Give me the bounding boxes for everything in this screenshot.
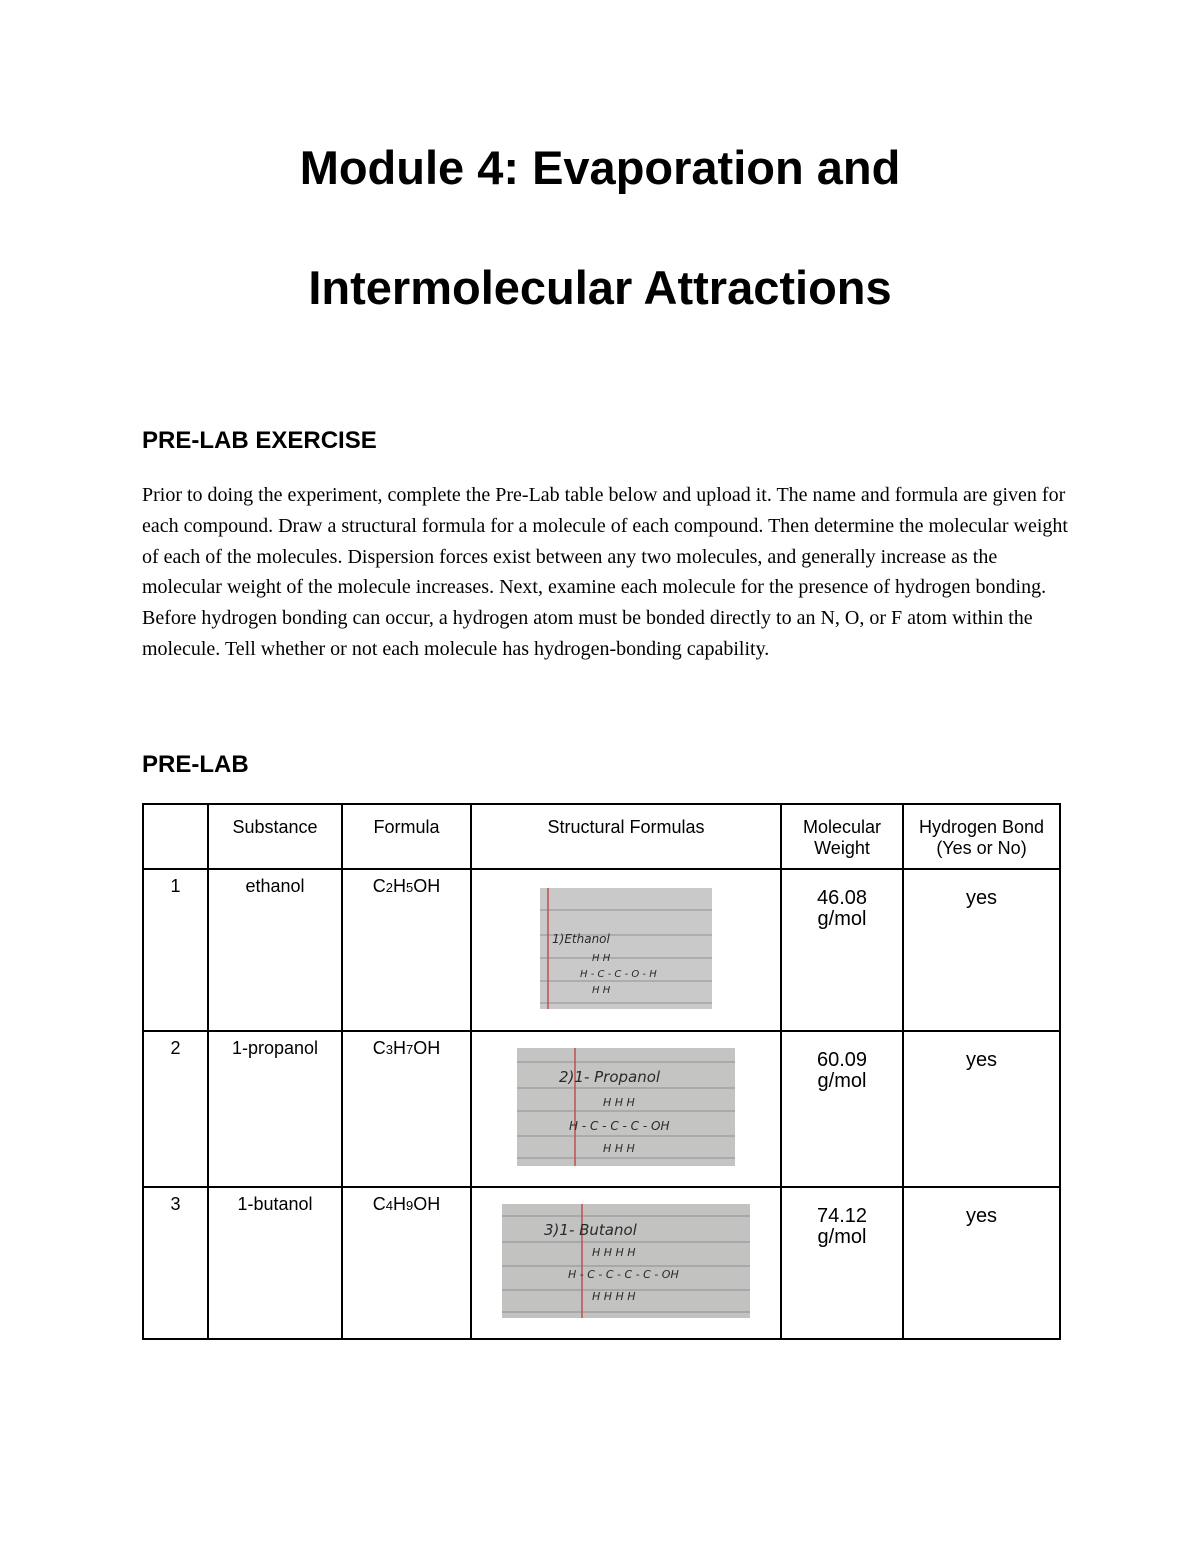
formula-part: C	[372, 1038, 386, 1058]
structure-label: 1)Ethanol	[552, 932, 610, 946]
molecular-weight-unit: g/mol	[817, 1070, 867, 1092]
substance-cell: 1-propanol	[208, 1031, 342, 1187]
structural-formula-cell	[471, 1031, 781, 1187]
row-number: 3	[143, 1187, 208, 1339]
molecular-weight-value: 60.09	[816, 1049, 868, 1071]
structure-label: 2)1- Propanol	[559, 1068, 661, 1086]
formula-cell	[342, 1187, 471, 1339]
hydrogen-bond-cell: yes	[903, 869, 1060, 1031]
header-hydrogen-bond	[903, 804, 1060, 869]
structure-label: 3)1- Butanol	[544, 1221, 637, 1239]
header-formula: Formula	[342, 804, 471, 869]
molecular-weight-cell	[781, 1187, 903, 1339]
formula-subscript: 3	[385, 1042, 393, 1057]
hydrogen-bond-cell: yes	[903, 1031, 1060, 1187]
substance-cell: ethanol	[208, 869, 342, 1031]
structure-top-hydrogens: H H H	[603, 1096, 635, 1109]
page-title-line-1: Module 4: Evaporation and	[299, 141, 901, 194]
ethanol-structure-photo	[540, 888, 712, 1009]
structure-chain: H - C - C - C - C - OH	[568, 1268, 679, 1281]
structure-chain: H - C - C - O - H	[580, 969, 657, 980]
formula-part: OH	[413, 876, 441, 896]
page-title-line-2: Intermolecular Attractions	[308, 261, 892, 314]
prelab-exercise-heading: PRE-LAB EXERCISE	[142, 427, 377, 454]
substance-cell: 1-butanol	[208, 1187, 342, 1339]
formula-part: OH	[413, 1038, 441, 1058]
structural-formula-cell	[471, 1187, 781, 1339]
formula-cell	[342, 869, 471, 1031]
table-header-row	[143, 804, 1060, 869]
header-molecular-weight	[781, 804, 903, 869]
formula-part: H	[393, 1038, 406, 1058]
structure-chain: H - C - C - C - OH	[569, 1119, 670, 1133]
structure-top-hydrogens: H H H H	[592, 1246, 636, 1259]
formula-part: H	[393, 1194, 406, 1214]
butanol-structure-photo	[502, 1204, 750, 1318]
table-row	[143, 1031, 1060, 1187]
propanol-structure-photo	[517, 1048, 735, 1166]
row-number: 2	[143, 1031, 208, 1187]
header-hydrogen-bond-label: Hydrogen Bond (Yes or No)	[918, 817, 1045, 858]
hydrogen-bond-cell: yes	[903, 1187, 1060, 1339]
header-structural-formulas: Structural Formulas	[471, 804, 781, 869]
molecular-weight-value: 74.12	[816, 1205, 868, 1227]
molecular-weight-value: 46.08	[816, 887, 868, 909]
formula-subscript: 7	[406, 1042, 414, 1057]
structure-bottom-hydrogens: H H	[592, 985, 611, 996]
formula-part: H	[393, 876, 406, 896]
formula-part: C	[372, 1194, 386, 1214]
molecular-weight-cell	[781, 1031, 903, 1187]
formula-subscript: 2	[385, 880, 393, 895]
row-number: 1	[143, 869, 208, 1031]
structure-bottom-hydrogens: H H H H	[592, 1290, 636, 1303]
molecular-weight-unit: g/mol	[817, 1226, 867, 1248]
header-substance: Substance	[208, 804, 342, 869]
formula-cell	[342, 1031, 471, 1187]
formula-subscript: 4	[385, 1198, 393, 1213]
molecular-weight-cell	[781, 869, 903, 1031]
prelab-heading: PRE-LAB	[142, 751, 249, 778]
instructions-paragraph: Prior to doing the experiment, complete the Pre-Lab table below and upload it. The name and formula are given for each compound. Draw a structural formula for a molecule of each compound. Then determine the molecular weight of each of the molecules. Dispersion forces exist between any two molecules, and generally increase as the molecular weight of the molecule increases. Next, examine each molecule for the presence of hydrogen bonding. Before hydrogen bonding can occur, a hydrogen atom must be bonded directly to an N, O, or F atom within the molecule. Tell whether or not each molecule has hydrogen-bonding capability.	[142, 484, 1068, 660]
header-molecular-weight-label: Molecular Weight	[802, 817, 882, 858]
structure-top-hydrogens: H H	[592, 953, 611, 964]
header-number	[143, 804, 208, 869]
prelab-table	[142, 803, 1061, 1340]
formula-part: C	[372, 876, 386, 896]
table-row	[143, 1187, 1060, 1339]
formula-part: OH	[413, 1194, 441, 1214]
formula-subscript: 9	[406, 1198, 414, 1213]
formula-subscript: 5	[406, 880, 414, 895]
structure-bottom-hydrogens: H H H	[603, 1142, 635, 1155]
table-row	[143, 869, 1060, 1031]
structural-formula-cell	[471, 869, 781, 1031]
molecular-weight-unit: g/mol	[817, 908, 867, 930]
